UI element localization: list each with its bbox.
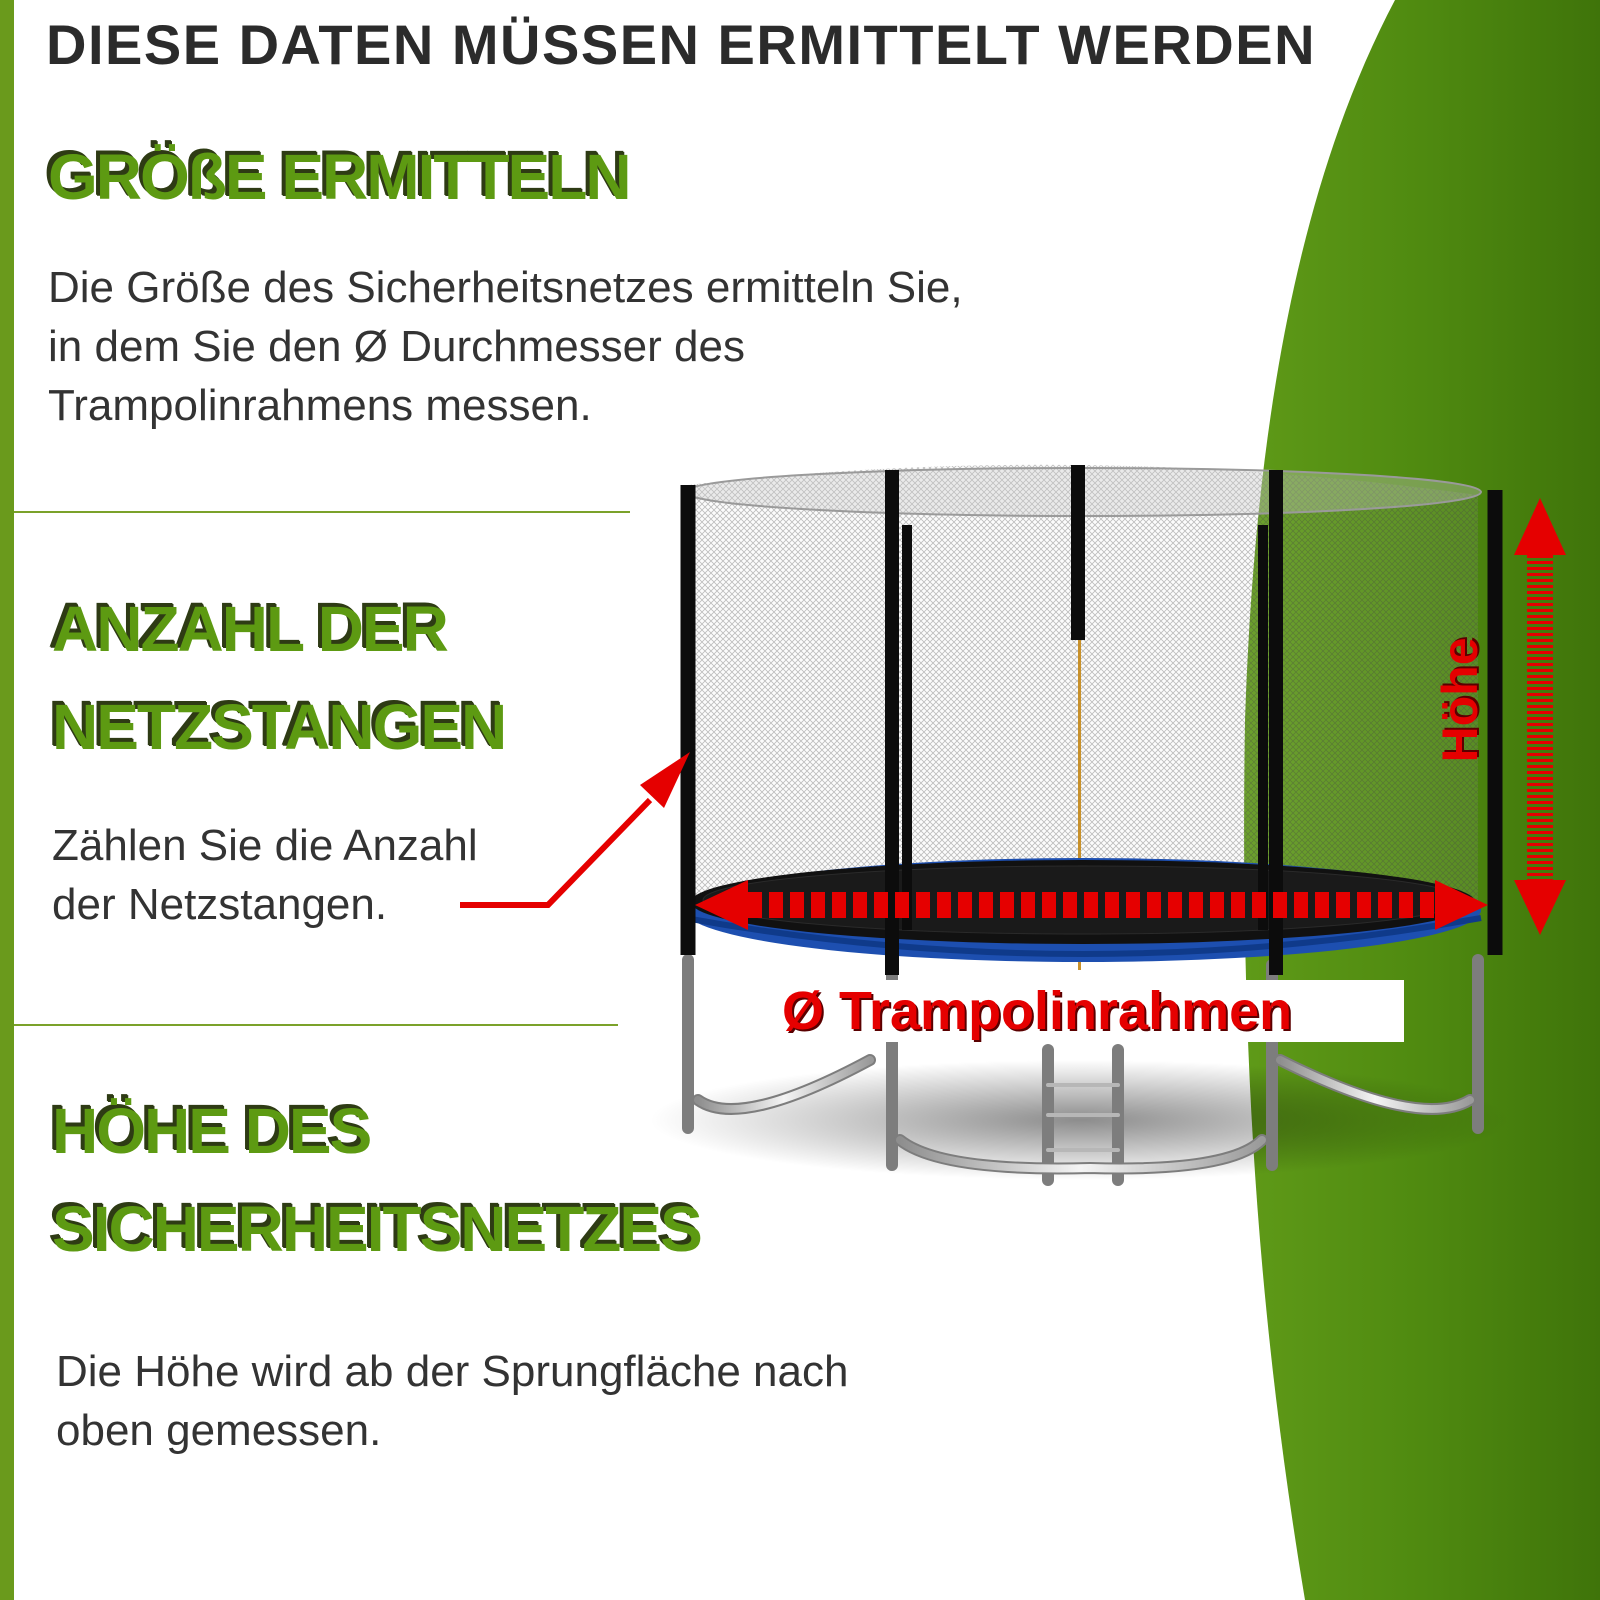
- section-heading-line: SICHERHEITSNETZES: [52, 1193, 701, 1265]
- section-text-line: Die Höhe wird ab der Sprungfläche nach: [56, 1347, 849, 1396]
- pole-pointer-arrow: [460, 752, 690, 905]
- section-text-line: Zählen Sie die Anzahl: [52, 821, 478, 870]
- section-heading-line: NETZSTANGEN: [52, 691, 506, 763]
- section-text-line: Trampolinrahmens messen.: [48, 381, 592, 430]
- section-heading-line: HÖHE DES: [52, 1095, 371, 1167]
- section-heading-line: GRÖßE ERMITTELN: [48, 141, 630, 213]
- ground-shadow: [650, 1060, 1510, 1180]
- section-text-line: in dem Sie den Ø Durchmesser des: [48, 322, 745, 371]
- section-text-line: Die Größe des Sicherheitsnetzes ermitteln Sie,: [48, 263, 963, 312]
- height-label-text: Höhe: [1432, 637, 1488, 763]
- section-text-line: oben gemessen.: [56, 1406, 382, 1455]
- height-arrow: [1514, 498, 1566, 935]
- diameter-label: Ø Trampolinrahmen: [772, 980, 1404, 1042]
- section-heading-line: ANZAHL DER: [52, 593, 447, 665]
- section-text-line: der Netzstangen.: [52, 880, 388, 929]
- page-title: DIESE DATEN MÜSSEN ERMITTELT WERDEN: [46, 13, 1317, 76]
